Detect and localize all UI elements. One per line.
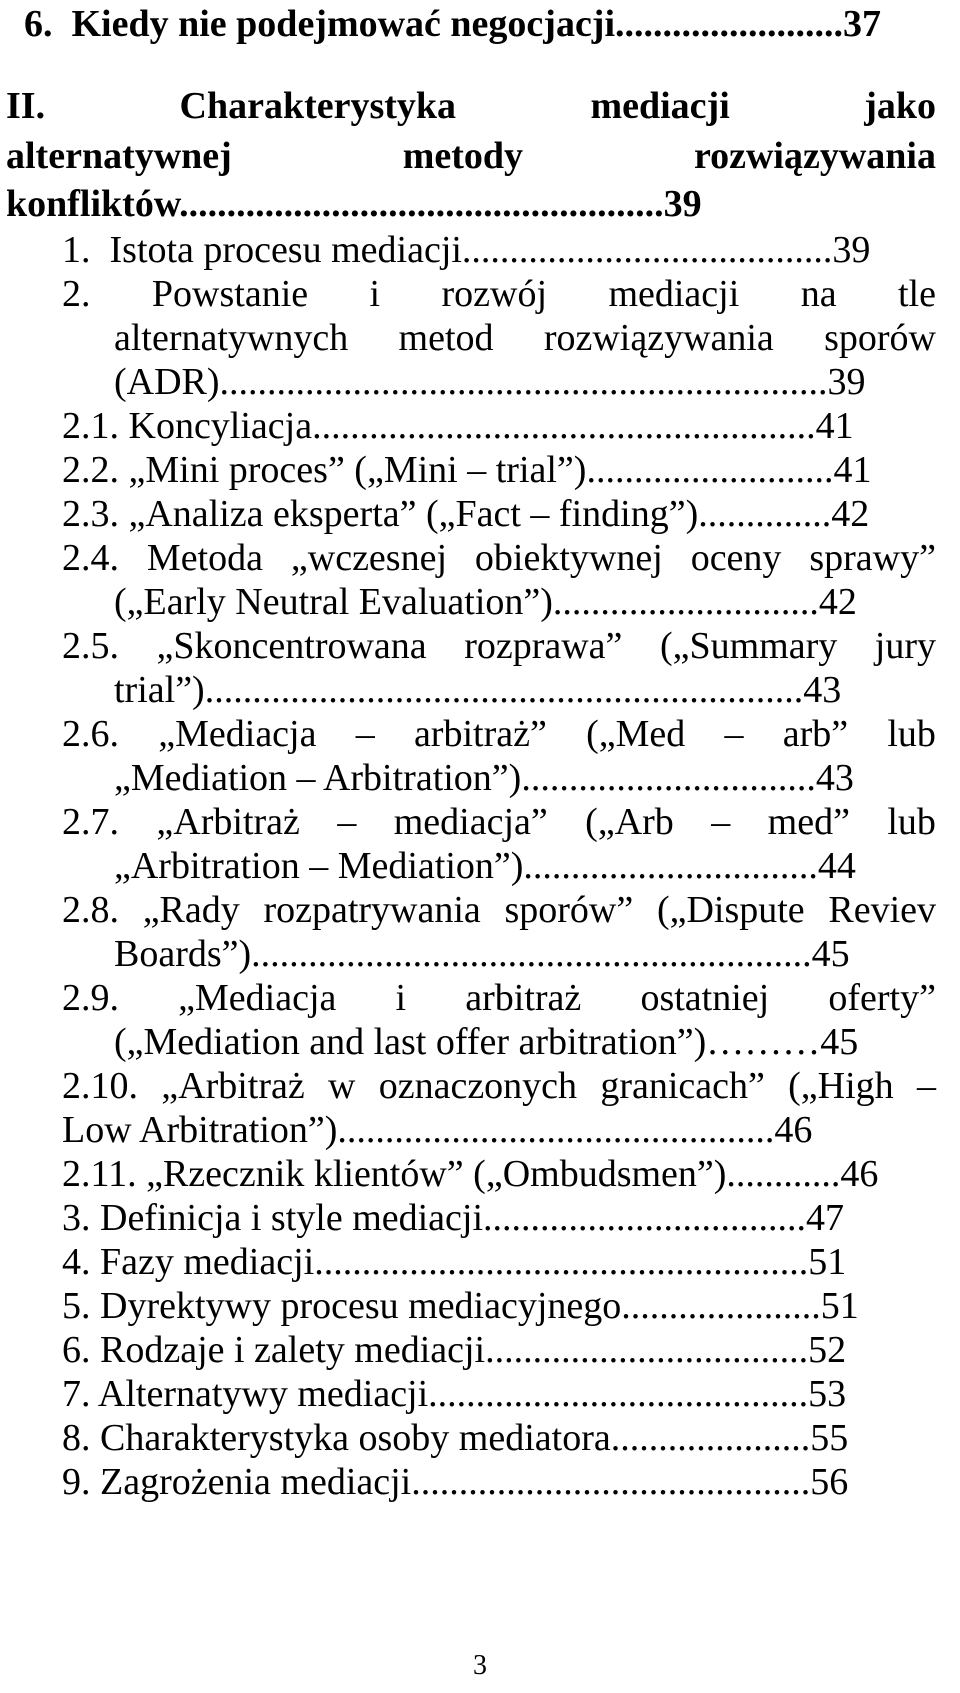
toc-entry-2-4-line-2: („Early Neutral Evaluation”)............................42	[114, 581, 857, 623]
toc-entry-5-dyrektywy: 5. Dyrektywy procesu mediacyjnego.....................51	[62, 1285, 859, 1327]
toc-entry-7-alternatywy: 7. Alternatywy mediacji........................................53	[62, 1373, 847, 1415]
toc-entry-2-10-line-2: Low Arbitration”)..............................................46	[62, 1109, 813, 1151]
toc-entry-2-powstanie-line-1: 2. Powstanie i rozwój mediacji na tle	[62, 273, 936, 315]
toc-entry-4-fazy: 4. Fazy mediacji....................................................51	[62, 1241, 847, 1283]
toc-entry-2-11-rzecznik: 2.11. „Rzecznik klientów” („Ombudsmen”)............46	[62, 1153, 879, 1195]
toc-entry-2-9-line-2: („Mediation and last offer arbitration”)………45	[114, 1021, 859, 1063]
toc-chapter-ii-line-3: konfliktów...................................................39	[6, 183, 702, 225]
toc-entry-2-6-line-1: 2.6. „Mediacja – arbitraż” („Med – arb” lub	[62, 713, 936, 755]
toc-entry-2-7-line-1: 2.7. „Arbitraż – mediacja” („Arb – med” lub	[62, 801, 936, 843]
toc-entry-2-1-koncyliacja: 2.1. Koncyliacja.....................................................41	[62, 405, 854, 447]
toc-entry-2-8-line-1: 2.8. „Rady rozpatrywania sporów” („Dispute Reviev	[62, 889, 936, 931]
toc-entry-2-5-line-2: trial”)...............................................................43	[114, 669, 842, 711]
toc-entry-8-charakterystyka-mediatora: 8. Charakterystyka osoby mediatora.....................55	[62, 1417, 849, 1459]
toc-entry-9-zagrozenia: 9. Zagrożenia mediacji..........................................56	[62, 1461, 849, 1503]
page-number: 3	[473, 1650, 487, 1681]
toc-entry-2-powstanie-line-3: (ADR)................................................................39	[114, 361, 866, 403]
toc-entry-6-rodzaje: 6. Rodzaje i zalety mediacji..................................52	[62, 1329, 847, 1371]
toc-entry-1-istota: 1. Istota procesu mediacji.......................................39	[62, 229, 871, 271]
toc-entry-2-10-line-1: 2.10. „Arbitraż w oznaczonych granicach” („High –	[62, 1065, 936, 1107]
toc-entry-2-7-line-2: „Arbitration – Mediation”)...............................44	[114, 845, 856, 887]
toc-entry-2-6-line-2: „Mediation – Arbitration”)...............................43	[114, 757, 854, 799]
toc-entry-2-3-analiza-eksperta: 2.3. „Analiza eksperta” („Fact – finding”)..............42	[62, 493, 870, 535]
toc-entry-2-powstanie-line-2: alternatywnych metod rozwiązywania sporów	[114, 317, 936, 359]
toc-entry-2-2-mini-proces: 2.2. „Mini proces” („Mini – trial”)..........................41	[62, 449, 872, 491]
toc-entry-2-8-line-2: Boards”)...........................................................45	[114, 933, 850, 975]
toc-chapter-ii-line-2: alternatywnej metody rozwiązywania	[6, 135, 936, 177]
toc-entry-3-definicja: 3. Definicja i style mediacji..................................47	[62, 1197, 845, 1239]
toc-chapter-ii-line-1: II. Charakterystyka mediacji jako	[6, 85, 936, 127]
toc-entry-6-kiedy-nie-podejmowac: 6. Kiedy nie podejmować negocjacji........................37	[24, 3, 882, 45]
toc-entry-2-4-line-1: 2.4. Metoda „wczesnej obiektywnej oceny sprawy”	[62, 537, 936, 579]
toc-entry-2-9-line-1: 2.9. „Mediacja i arbitraż ostatniej oferty”	[62, 977, 936, 1019]
toc-entry-2-5-line-1: 2.5. „Skoncentrowana rozprawa” („Summary jury	[62, 625, 936, 667]
